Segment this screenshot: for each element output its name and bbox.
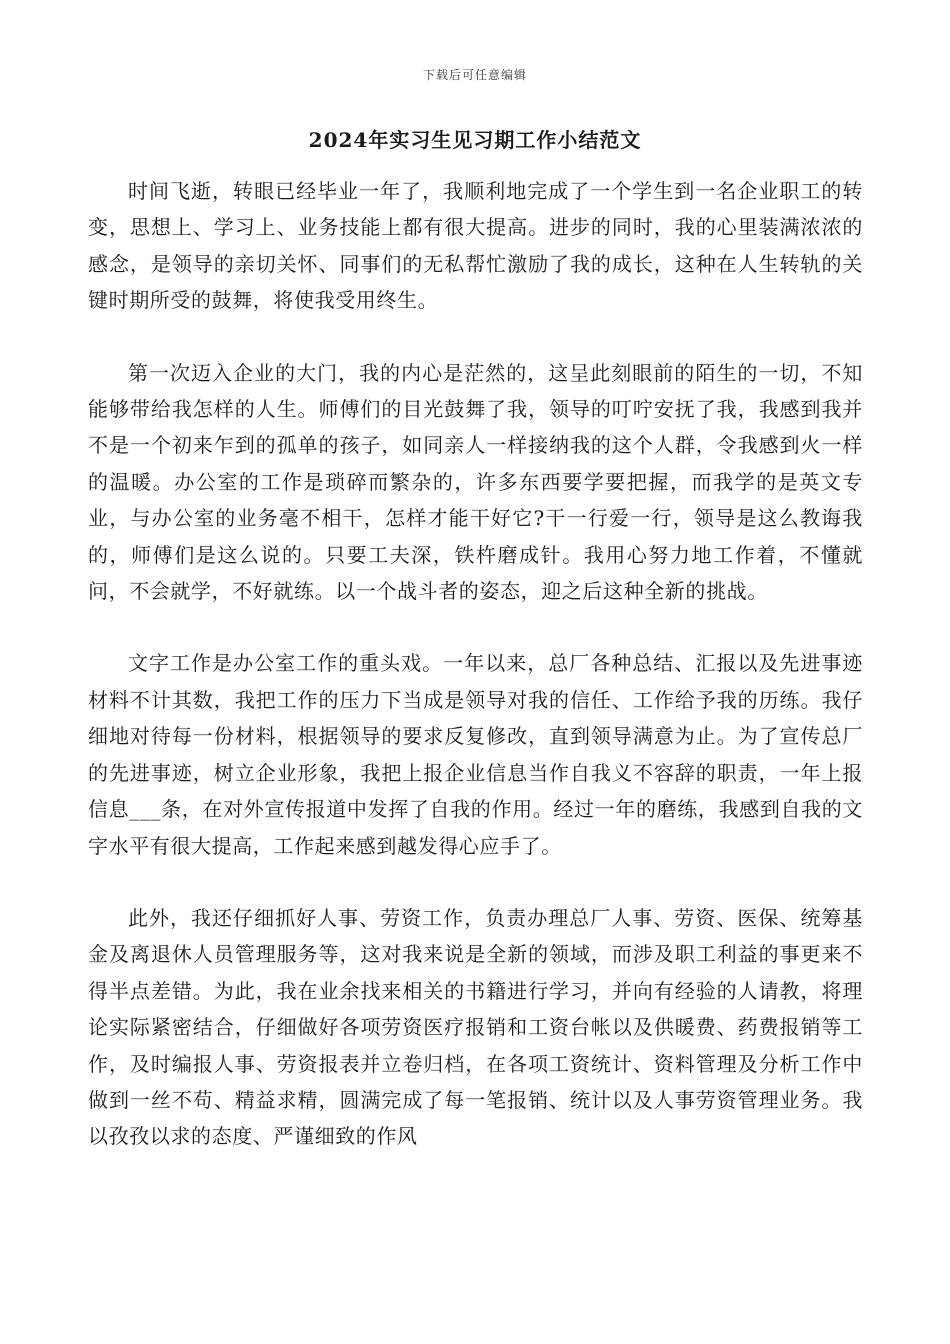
paragraph-3: 文字工作是办公室工作的重头戏。一年以来，总厂各种总结、汇报以及先进事迹材料不计其数，我把工作的压力下当成是领导对我的信任、工作给予我的历练。我仔细地对待每一份材料，根据领导的要求反复修改，直到领导满意为止。为了宣传总厂的先进事迹，树立企业形象，我把上报企业信息当作自我义不容辞的职责，一年上报信息___条，在对外宣传报道中发挥了自我的作用。经过一年的磨练，我感到自我的文字水平有很大提高，工作起来感到越发得心应手了。 — [88, 651, 863, 858]
paragraph-1: 时间飞逝，转眼已经毕业一年了，我顺利地完成了一个学生到一名企业职工的转变，思想上、学习上、业务技能上都有很大提高。进步的同时，我的心里装满浓浓的感念，是领导的亲切关怀、同事们的无私帮忙激励了我的成长，这种在人生转轨的关键时期所受的鼓舞，将使我受用终生。 — [88, 179, 863, 313]
document-title: 2024年实习生见习期工作小结范文 — [308, 128, 642, 152]
paragraph-4: 此外，我还仔细抓好人事、劳资工作，负责办理总厂人事、劳资、医保、统筹基金及离退休人员管理服务等，这对我来说是全新的领域，而涉及职工利益的事更来不得半点差错。为此，我在业余找来相关的书籍进行学习，并向有经验的人请教，将理论实际紧密结合，仔细做好各项劳资医疗报销和工资台帐以及供暖费、药费报销等工作，及时编报人事、劳资报表并立卷归档，在各项工资统计、资料管理及分析工作中做到一丝不苟、精益求精，圆满完成了每一笔报销、统计以及人事劳资管理业务。我以孜孜以求的态度、严谨细致的作风 — [88, 905, 863, 1149]
paragraph-2: 第一次迈入企业的大门，我的内心是茫然的，这呈此刻眼前的陌生的一切，不知能够带给我怎样的人生。师傅们的目光鼓舞了我，领导的叮咛安抚了我，我感到我并不是一个初来乍到的孤单的孩子，如同亲人一样接纳我的这个人群，令我感到火一样的温暖。办公室的工作是琐碎而繁杂的，许多东西要学要把握，而我学的是英文专业，与办公室的业务毫不相干，怎样才能干好它?干一行爱一行，领导是这么教诲我的，师傅们是这么说的。只要工夫深，铁杵磨成针。我用心努力地工作着，不懂就问，不会就学，不好就练。以一个战斗者的姿态，迎之后这种全新的挑战。 — [88, 360, 863, 604]
document-body — [88, 173, 863, 1191]
header-note: 下载后可任意编辑 — [422, 68, 527, 82]
